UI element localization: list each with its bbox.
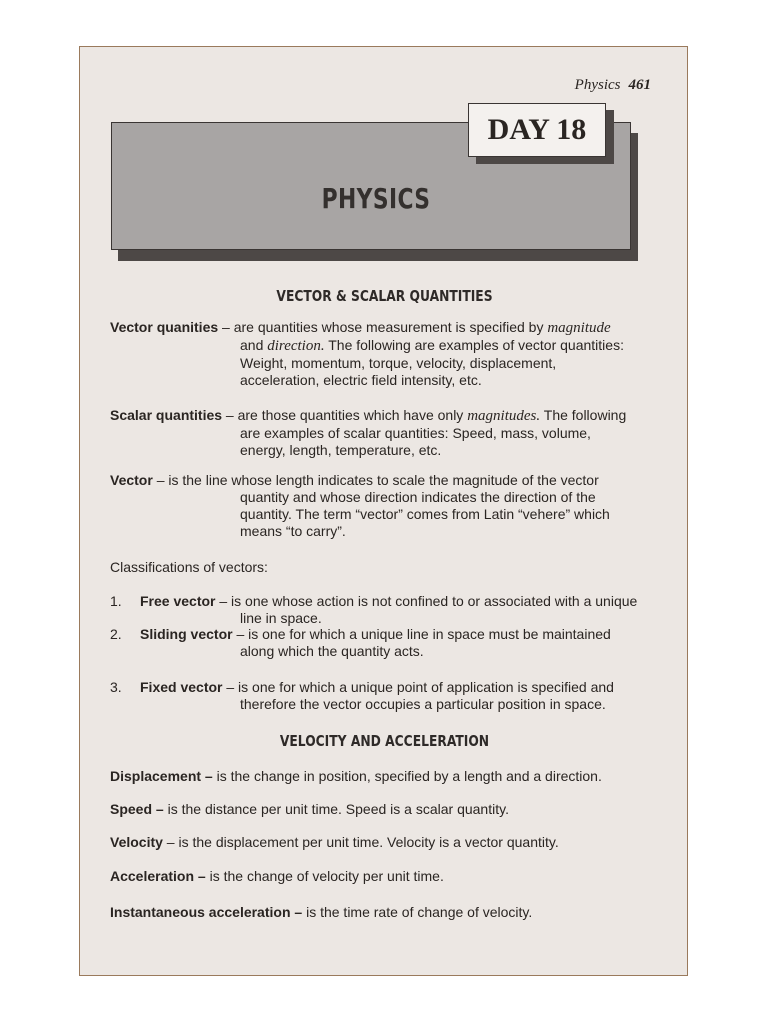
emphasis: magnitudes. — [467, 408, 541, 424]
classifications-label: Classifications of vectors: — [110, 559, 268, 575]
definition-text: is the change in position, specified by a length and a direction. — [212, 768, 602, 784]
list-number: 1. — [110, 593, 122, 609]
scalar-quantities-definition — [110, 407, 670, 459]
definition-line: are examples of scalar quantities: Speed, mass, volume, — [240, 425, 591, 441]
term: Acceleration – — [110, 868, 206, 884]
term: Displacement – — [110, 768, 213, 784]
definition-text: – is one for which a unique line in space must be maintained — [232, 626, 611, 642]
definition-text: and — [240, 337, 268, 353]
chapter-title: PHYSICS — [321, 182, 431, 215]
term: Fixed vector — [140, 679, 223, 695]
definition-acceleration — [110, 868, 670, 885]
definition-text: is the change of velocity per unit time. — [205, 868, 444, 884]
definition-velocity — [110, 834, 670, 851]
definition-line: therefore the vector occupies a particular position in space. — [240, 696, 606, 712]
definition-line: means “to carry”. — [240, 523, 346, 539]
list-number: 2. — [110, 626, 122, 642]
definition-instantaneous-acceleration — [110, 904, 670, 921]
term: Velocity — [110, 834, 163, 850]
page-number: 461 — [628, 77, 651, 93]
definition-line: line in space. — [240, 610, 322, 626]
definition-text: The following are examples of vector quantities: — [324, 337, 624, 353]
term: Instantaneous acceleration – — [110, 904, 303, 920]
definition-speed — [110, 801, 670, 818]
vector-definition — [110, 472, 670, 540]
definition-text: – is one whose action is not confined to or associated with a unique — [215, 593, 638, 609]
term: Scalar quantities — [110, 407, 223, 423]
running-head — [575, 77, 651, 94]
term: Sliding vector — [140, 626, 233, 642]
running-head-book: Physics — [574, 77, 621, 93]
definition-line: energy, length, temperature, etc. — [240, 442, 442, 458]
definition-text: – is the displacement per unit time. Velocity is a vector quantity. — [162, 834, 559, 850]
term: Speed – — [110, 801, 164, 817]
definition-line: acceleration, electric field intensity, etc. — [240, 372, 482, 388]
definition-line: quantity. The term “vector” comes from Latin “vehere” which — [240, 506, 610, 522]
definition-line: Weight, momentum, torque, velocity, displacement, — [240, 355, 557, 371]
book-page — [79, 46, 688, 976]
definition-line: quantity and whose direction indicates the direction of the — [240, 489, 596, 505]
definition-text: – is the line whose length indicates to scale the magnitude of the vector — [152, 472, 599, 488]
day-label: DAY 18 — [468, 103, 606, 157]
definition-text: The following — [540, 407, 627, 423]
definition-line: along which the quantity acts. — [240, 643, 424, 659]
definition-text: – are those quantities which have only — [222, 407, 468, 423]
definition-text: is the time rate of change of velocity. — [302, 904, 533, 920]
emphasis: magnitude — [547, 320, 611, 336]
list-item — [110, 679, 670, 713]
definition-text: – is one for which a unique point of application is specified and — [222, 679, 614, 695]
emphasis: direction. — [267, 338, 325, 354]
list-item — [110, 626, 670, 660]
definition-text: – are quantities whose measurement is specified by — [218, 319, 548, 335]
definition-line — [110, 337, 670, 355]
list-item — [110, 593, 670, 627]
definition-displacement — [110, 768, 670, 785]
term: Free vector — [140, 593, 216, 609]
definition-text: is the distance per unit time. Speed is a scalar quantity. — [163, 801, 509, 817]
vector-quantities-definition — [110, 319, 670, 389]
term: Vector — [110, 472, 153, 488]
list-number: 3. — [110, 679, 122, 695]
term: Vector quanities — [110, 319, 219, 335]
section-heading-vectors: VECTOR & SCALAR QUANTITIES — [276, 287, 493, 305]
section-heading-velocity: VELOCITY AND ACCELERATION — [279, 732, 490, 750]
